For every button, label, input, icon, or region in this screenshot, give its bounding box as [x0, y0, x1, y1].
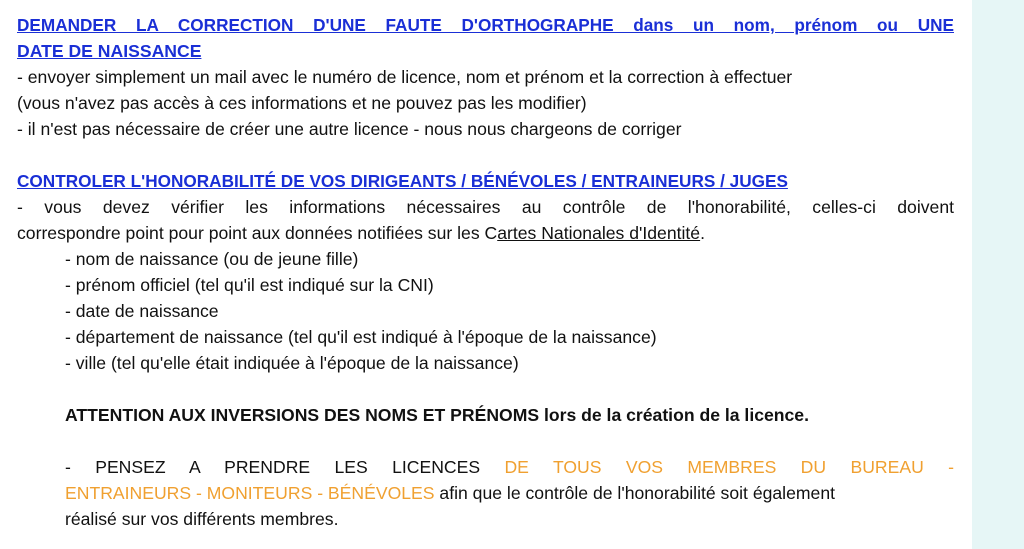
cni-text: artes Nationales d'Identité	[497, 223, 701, 243]
spacer	[17, 142, 954, 168]
section1-line: (vous n'avez pas accès à ces informations et ne pouvez pas les modifier)	[17, 93, 587, 113]
section1-title-line1[interactable]: DEMANDER LA CORRECTION D'UNE FAUTE D'ORTHOGRAPHE dans un nom, prénom ou UNE	[17, 15, 954, 35]
spacer	[17, 428, 954, 454]
section1-title-line2[interactable]: DATE DE NAISSANCE	[17, 41, 202, 61]
note-line1-start: - PENSEZ A PRENDRE LES LICENCES	[65, 457, 505, 477]
list-item: - date de naissance	[65, 301, 219, 321]
side-strip	[972, 0, 1024, 549]
note-line2	[17, 480, 954, 506]
section2-intro-line1: - vous devez vérifier les informations nécessaires au contrôle de l'honorabilité, celles-ci doivent	[17, 197, 954, 217]
list-item: - département de naissance (tel qu'il est indiqué à l'époque de la naissance)	[65, 327, 657, 347]
intro-line2-end: .	[700, 223, 705, 243]
note-line2-end: afin que le contrôle de l'honorabilité soit également	[434, 483, 835, 503]
list-item: - nom de naissance (ou de jeune fille)	[65, 249, 359, 269]
document-content	[17, 12, 954, 532]
list-item: - prénom officiel (tel qu'il est indiqué sur la CNI)	[65, 275, 434, 295]
section2-intro-line2	[17, 220, 954, 246]
note-line1-highlight: DE TOUS VOS MEMBRES DU BUREAU -	[504, 457, 954, 477]
warning-text: ATTENTION AUX INVERSIONS DES NOMS ET PRÉNOMS lors de la création de la licence.	[65, 405, 809, 425]
section1-line: - il n'est pas nécessaire de créer une autre licence - nous nous chargeons de corriger	[17, 119, 682, 139]
intro-line2-start: correspondre point pour point aux données notifiées sur les C	[17, 223, 498, 243]
list-item: - ville (tel qu'elle était indiquée à l'époque de la naissance)	[65, 353, 519, 373]
note-line1	[17, 454, 954, 480]
section1-line: - envoyer simplement un mail avec le numéro de licence, nom et prénom et la correction à effectuer	[17, 67, 793, 87]
section2-title[interactable]: CONTROLER L'HONORABILITÉ DE VOS DIRIGEANTS / BÉNÉVOLES / ENTRAINEURS / JUGES	[17, 171, 788, 191]
spacer	[17, 376, 954, 402]
note-line2-highlight: ENTRAINEURS - MONITEURS - BÉNÉVOLES	[65, 483, 435, 503]
note-line3: réalisé sur vos différents membres.	[65, 509, 339, 529]
